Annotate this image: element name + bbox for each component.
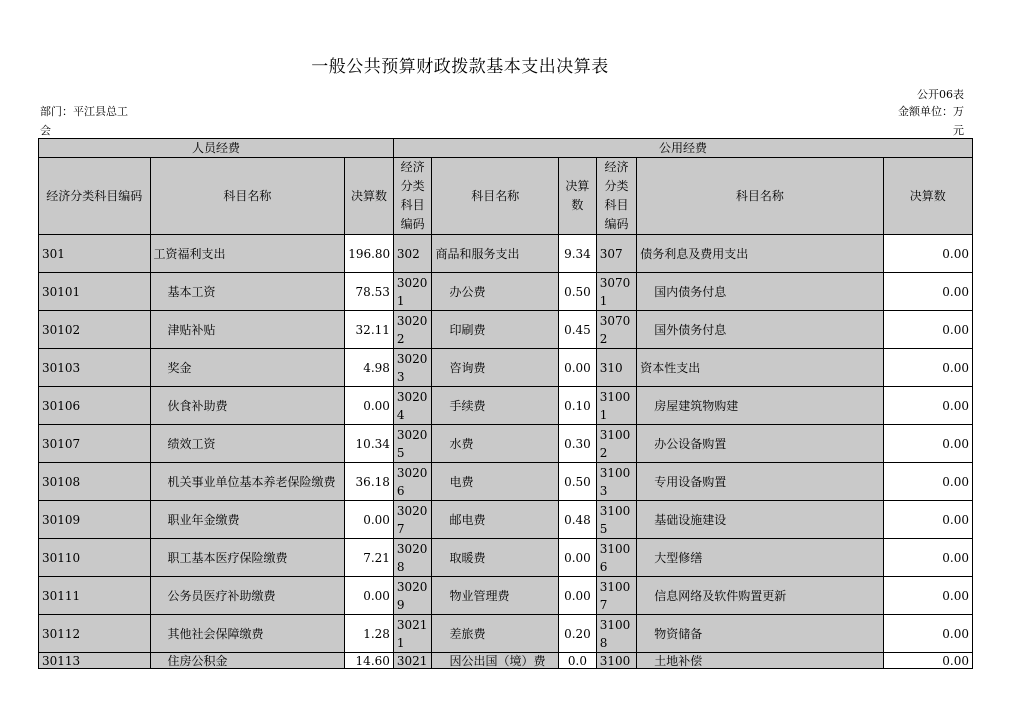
header-code: 经济分类科目编码 [393,158,432,235]
goods-amount: 0.50 [559,273,597,311]
group-personnel: 人员经费 [39,139,394,158]
header-amount: 决算数 [345,158,394,235]
capital-name: 土地补偿 [637,653,883,669]
personnel-code: 30112 [39,615,151,653]
header-name: 科目名称 [637,158,883,235]
goods-amount: 0.00 [559,539,597,577]
table-row [39,273,973,311]
goods-amount: 0.00 [559,577,597,615]
personnel-name: 工资福利支出 [150,235,345,273]
capital-code: 31008 [596,615,637,653]
capital-amount: 0.00 [883,311,972,349]
capital-name: 大型修缮 [637,539,883,577]
table-row [39,501,973,539]
header-amount: 决算数 [559,158,597,235]
capital-amount: 0.00 [883,387,972,425]
goods-code: 30208 [393,539,432,577]
goods-code: 30205 [393,425,432,463]
personnel-code: 30103 [39,349,151,387]
goods-amount: 0.10 [559,387,597,425]
personnel-amount: 4.98 [345,349,394,387]
capital-name: 房屋建筑物购建 [637,387,883,425]
table-row [39,577,973,615]
personnel-amount: 0.00 [345,501,394,539]
personnel-code: 30101 [39,273,151,311]
goods-name: 手续费 [432,387,559,425]
goods-code: 30203 [393,349,432,387]
form-number: 公开06表 [917,88,964,101]
personnel-amount: 0.00 [345,577,394,615]
capital-code: 31001 [596,387,637,425]
capital-amount: 0.00 [883,273,972,311]
capital-code: 31007 [596,577,637,615]
personnel-amount: 1.28 [345,615,394,653]
page-title: 一般公共预算财政拨款基本支出决算表 [311,57,609,77]
capital-amount: 0.00 [883,615,972,653]
personnel-name: 奖金 [150,349,345,387]
goods-name: 电费 [432,463,559,501]
capital-amount: 0.00 [883,653,972,669]
personnel-amount: 0.00 [345,387,394,425]
table-row [39,349,973,387]
personnel-amount: 78.53 [345,273,394,311]
goods-code: 30209 [393,577,432,615]
capital-code: 31006 [596,539,637,577]
goods-name: 咨询费 [432,349,559,387]
table-row [39,653,973,669]
unit-label-cont: 元 [953,124,964,137]
goods-code: 30202 [393,311,432,349]
goods-name: 取暖费 [432,539,559,577]
personnel-code: 30108 [39,463,151,501]
personnel-name: 津贴补贴 [150,311,345,349]
header-amount: 决算数 [883,158,972,235]
capital-code: 30701 [596,273,637,311]
table-row [39,615,973,653]
table-row [39,463,973,501]
personnel-code: 30113 [39,653,151,669]
personnel-code: 301 [39,235,151,273]
personnel-name: 职工基本医疗保险缴费 [150,539,345,577]
personnel-name: 伙食补助费 [150,387,345,425]
capital-amount: 0.00 [883,501,972,539]
goods-name: 商品和服务支出 [432,235,559,273]
personnel-code: 30109 [39,501,151,539]
goods-amount: 0.48 [559,501,597,539]
goods-amount: 0.00 [559,349,597,387]
capital-name: 物资储备 [637,615,883,653]
personnel-amount: 196.80 [345,235,394,273]
goods-amount: 0.45 [559,311,597,349]
capital-code: 310 [596,349,637,387]
table-row [39,311,973,349]
personnel-name: 职业年金缴费 [150,501,345,539]
personnel-code: 30106 [39,387,151,425]
goods-code: 30201 [393,273,432,311]
personnel-amount: 10.34 [345,425,394,463]
goods-code: 30207 [393,501,432,539]
header-name: 科目名称 [432,158,559,235]
goods-name: 差旅费 [432,615,559,653]
capital-code: 30702 [596,311,637,349]
header-code: 经济分类科目编码 [39,158,151,235]
goods-name: 办公费 [432,273,559,311]
table-row [39,425,973,463]
capital-name: 债务利息及费用支出 [637,235,883,273]
capital-amount: 0.00 [883,425,972,463]
goods-code: 30204 [393,387,432,425]
goods-amount: 0.0 [559,653,597,669]
capital-code: 307 [596,235,637,273]
goods-name: 水费 [432,425,559,463]
goods-name: 物业管理费 [432,577,559,615]
capital-name: 信息网络及软件购置更新 [637,577,883,615]
capital-name: 资本性支出 [637,349,883,387]
goods-amount: 0.20 [559,615,597,653]
department-label-cont: 会 [40,124,51,137]
capital-code: 31005 [596,501,637,539]
capital-name: 国内债务付息 [637,273,883,311]
personnel-code: 30107 [39,425,151,463]
capital-amount: 0.00 [883,349,972,387]
expenditure-table [38,138,973,669]
capital-code: 31002 [596,425,637,463]
goods-amount: 0.50 [559,463,597,501]
capital-amount: 0.00 [883,235,972,273]
goods-amount: 0.30 [559,425,597,463]
goods-code: 30211 [393,615,432,653]
table-row [39,387,973,425]
capital-amount: 0.00 [883,577,972,615]
goods-name: 印刷费 [432,311,559,349]
table-row [39,539,973,577]
personnel-amount: 14.60 [345,653,394,669]
capital-name: 办公设备购置 [637,425,883,463]
personnel-amount: 36.18 [345,463,394,501]
personnel-code: 30102 [39,311,151,349]
personnel-amount: 7.21 [345,539,394,577]
personnel-name: 绩效工资 [150,425,345,463]
department-label: 部门：平江县总工 [40,105,128,118]
personnel-code: 30110 [39,539,151,577]
personnel-name: 机关事业单位基本养老保险缴费 [150,463,345,501]
unit-label: 金额单位：万 [898,105,964,118]
personnel-name: 其他社会保障缴费 [150,615,345,653]
header-code: 经济分类科目编码 [596,158,637,235]
personnel-amount: 32.11 [345,311,394,349]
table-row [39,235,973,273]
capital-amount: 0.00 [883,463,972,501]
header-name: 科目名称 [150,158,345,235]
goods-code: 30206 [393,463,432,501]
goods-code: 3021 [393,653,432,669]
personnel-code: 30111 [39,577,151,615]
capital-amount: 0.00 [883,539,972,577]
goods-name: 因公出国（境）费 [432,653,559,669]
capital-name: 专用设备购置 [637,463,883,501]
capital-name: 国外债务付息 [637,311,883,349]
personnel-name: 公务员医疗补助缴费 [150,577,345,615]
goods-amount: 9.34 [559,235,597,273]
personnel-name: 住房公积金 [150,653,345,669]
personnel-name: 基本工资 [150,273,345,311]
capital-code: 3100 [596,653,637,669]
goods-code: 302 [393,235,432,273]
capital-name: 基础设施建设 [637,501,883,539]
group-public: 公用经费 [393,139,972,158]
goods-name: 邮电费 [432,501,559,539]
capital-code: 31003 [596,463,637,501]
